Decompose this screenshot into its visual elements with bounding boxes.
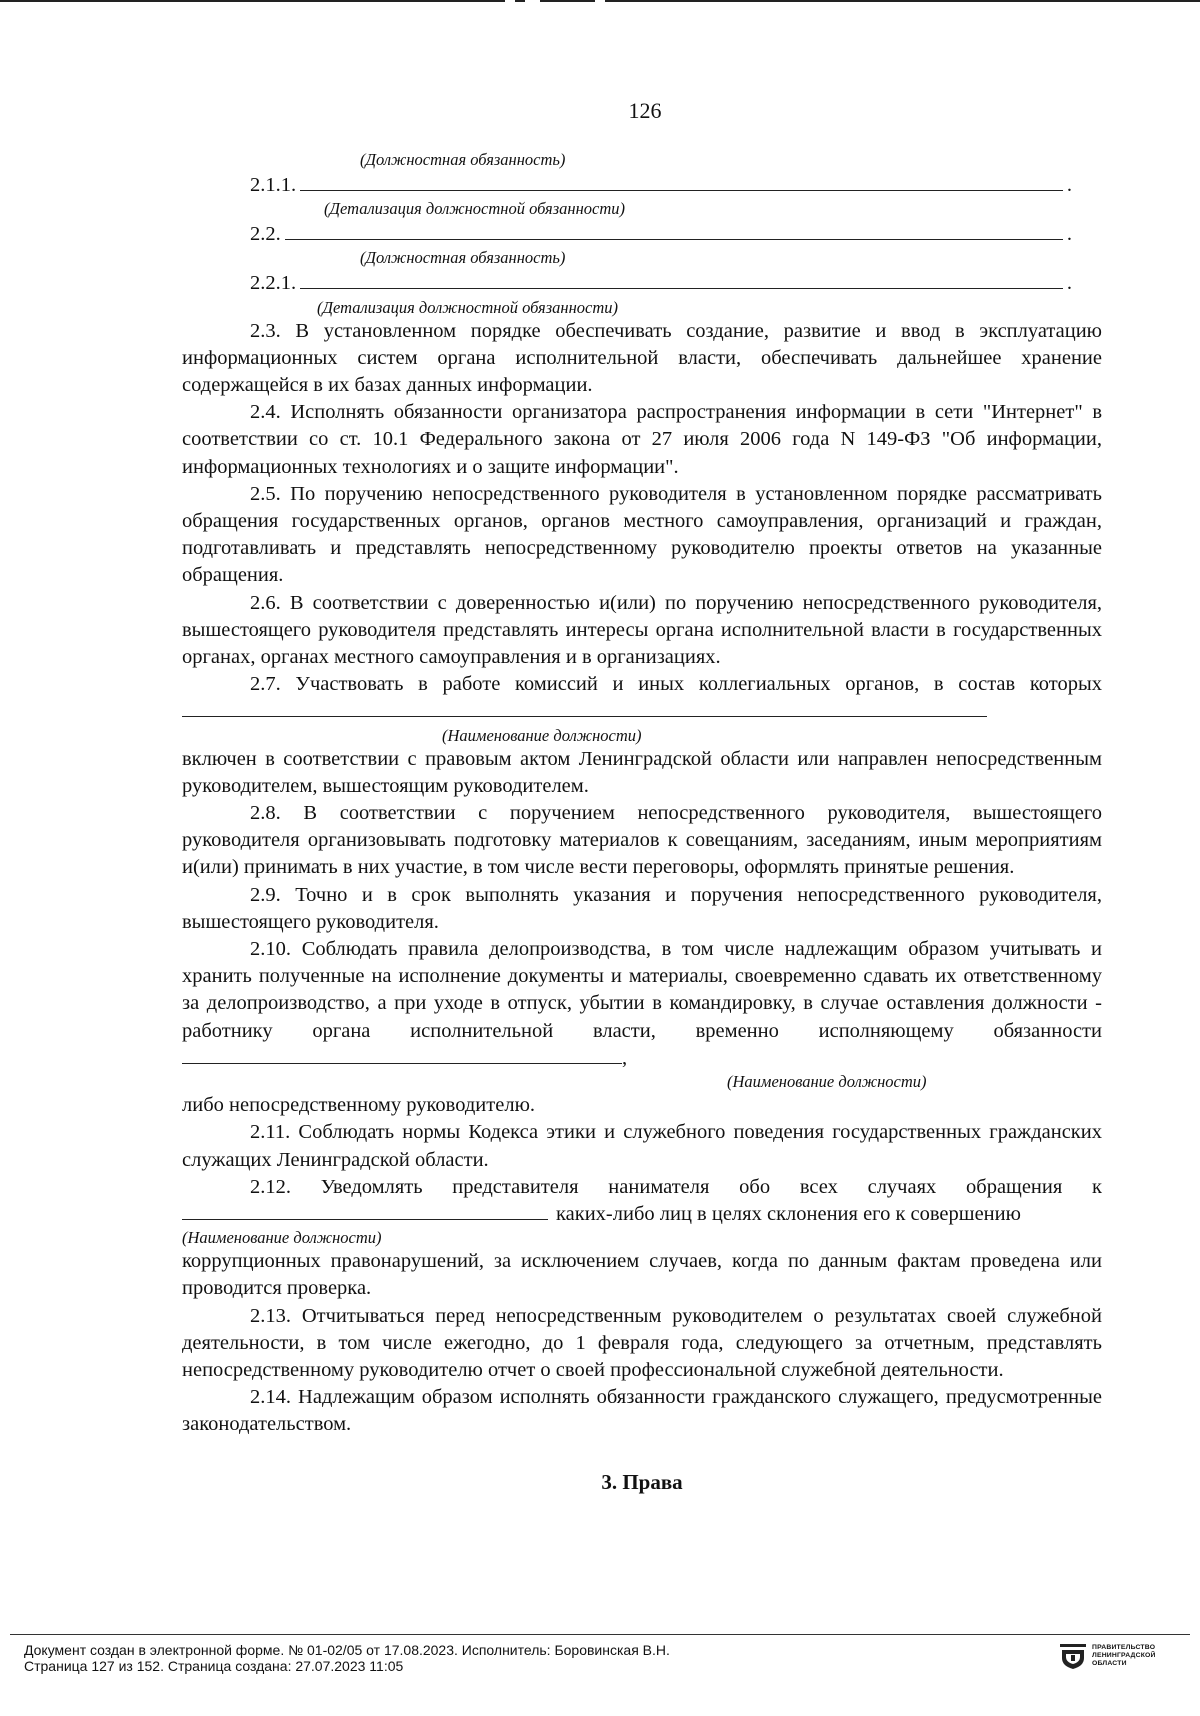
paragraph-2-3: 2.3. В установленном порядке обеспечивать создание, развитие и ввод в эксплуатацию информационных систем органа исполнительной власти, обеспечивать дальнейшее хранение содержащейся в их базах данных информации. [182, 319, 1102, 397]
document-body [182, 150, 1102, 1496]
paragraph-2-9: 2.9. Точно и в срок выполнять указания и поручения непосредственного руководителя, вышестоящего руководителя. [182, 883, 1102, 933]
footer-line-1: Документ создан в электронной форме. № 01-02/05 от 17.08.2023. Исполнитель: Боровинская В.Н. [24, 1642, 670, 1658]
caption-position: (Наименование должности) [182, 1228, 382, 1248]
item-number: 2.2. [250, 223, 281, 246]
paragraph-2-12-fill [182, 1201, 1102, 1228]
item-number: 2.2.1. [250, 272, 297, 295]
blank-rule[interactable] [182, 1201, 548, 1220]
item-number: 2.1.1. [250, 174, 297, 196]
blank-rule [285, 219, 1063, 240]
caption-position: (Наименование должности) [727, 1072, 927, 1092]
footer-divider [10, 1634, 1190, 1635]
paragraph-2-6: 2.6. В соответствии с доверенностью и(или) по поручению непосредственного руководителя, вышестоящего руководителя представлять интересы органа исполнительной власти в государственных органах, органах местного самоуправления и в организациях. [182, 591, 1102, 669]
paragraph-2-7-cont: включен в соответствии с правовым актом Ленинградской области или направлен непосредственным руководителем, вышестоящим руководителем. [182, 747, 1102, 797]
coat-of-arms-icon [1060, 1644, 1086, 1670]
logo-text-line: ОБЛАСТИ [1092, 1660, 1127, 1667]
footer [24, 1642, 670, 1674]
paragraph-2-12-text: каких-либо лиц в целях склонения его к совершению [556, 1202, 1021, 1225]
paragraph-2-5: 2.5. По поручению непосредственного руководителя в установленном порядке рассматривать обращения государственных органов, органов местного самоуправления, организаций и граждан, подготавливать и представлять непосредственному руководителю проекты ответов на указанные обращения. [182, 482, 1102, 587]
paragraph-2-10-text: 2.10. Соблюдать правила делопроизводства, в том числе надлежащим образом учитывать и хранить полученные на исполнение документы и материалы, своевременно сдавать их ответственному за делопроизводство, а при уходе в отпуск, убытии в командировку, в случае оставления должности - работнику органа исполнительной власти, временно исполняющему обязанности [182, 938, 1102, 1042]
section-title: 3. Права [601, 1469, 683, 1494]
scan-edge-line [0, 0, 505, 2]
paragraph-2-8: 2.8. В соответствии с поручением непосредственного руководителя, вышестоящего руководителя организовывать подготовку материалов к совещаниям, заседаниям, иным мероприятиям и(или) принимать в них участие, в том числе вести переговоры, оформлять принятые решения. [182, 802, 1102, 879]
government-logo [1060, 1644, 1156, 1670]
paragraph-2-10: 2.10. Соблюдать правила делопроизводства, в том числе надлежащим образом учитывать и хранить полученные на исполнение документы и материалы, своевременно сдавать их ответственному за делопроизводство, а при уходе в отпуск, убытии в командировку, в случае оставления должности - работнику органа исполнительной власти, временно исполняющему обязанности , [182, 938, 1102, 1069]
blank-rule [300, 268, 1063, 289]
fill-line-2-1-1[interactable]: 2.1.1. . [182, 170, 1102, 199]
blank-rule[interactable] [182, 698, 987, 717]
paragraph-2-4: 2.4. Исполнять обязанности организатора распространения информации в сети "Интернет" в соответствии со ст. 10.1 Федерального закона от 27 июля 2006 года N 149-ФЗ "Об информации, информационных технологиях и о защите информации". [182, 401, 1102, 478]
fill-line-2-2-1[interactable]: 2.2.1. . [182, 268, 1102, 297]
caption-duty: (Должностная обязанность) [360, 150, 566, 169]
logo-text [1092, 1644, 1156, 1668]
page-number: 126 [628, 98, 662, 123]
footer-line-2: Страница 127 из 152. Страница создана: 27.07.2023 11:05 [24, 1658, 404, 1674]
paragraph-2-11: 2.11. Соблюдать нормы Кодекса этики и служебного поведения государственных гражданских служащих Ленинградской области. [182, 1121, 1102, 1171]
blank-rule[interactable] [182, 1045, 622, 1064]
fill-line-2-2[interactable]: 2.2. . [182, 219, 1102, 248]
paragraph-2-7-text: 2.7. Участвовать в работе комиссий и иных коллегиальных органов, в состав которых [250, 673, 1102, 696]
scan-edge-line [515, 0, 525, 2]
scan-edge-line [540, 0, 595, 2]
logo-text-line: ЛЕНИНГРАДСКОЙ [1092, 1652, 1156, 1659]
scan-edge-line [605, 0, 1200, 2]
paragraph-2-14: 2.14. Надлежащим образом исполнять обязанности гражданского служащего, предусмотренные законодательством. [182, 1386, 1102, 1436]
logo-text-line: ПРАВИТЕЛЬСТВО [1092, 1644, 1156, 1651]
paragraph-2-7 [182, 671, 1102, 725]
paragraph-2-12-cont: коррупционных правонарушений, за исключением случаев, когда по данным фактам проведена или проводится проверка. [182, 1250, 1102, 1300]
paragraph-2-12: 2.12. Уведомлять представителя нанимателя обо всех случаях обращения к [250, 1175, 1102, 1198]
caption-detail: (Детализация должностной обязанности) [324, 199, 625, 219]
caption-detail: (Детализация должностной обязанности) [317, 297, 618, 317]
paragraph-2-13: 2.13. Отчитываться перед непосредственным руководителем о результатах своей служебной деятельности, в том числе ежегодно, до 1 февраля года, следующего за отчетным, представлять непосредственному руководителю отчет о своей профессиональной служебной деятельности. [182, 1304, 1102, 1381]
paragraph-2-10-cont: либо непосредственному руководителю. [182, 1094, 536, 1117]
caption-duty: (Должностная обязанность) [360, 248, 566, 268]
blank-rule [300, 170, 1063, 191]
caption-position: (Наименование должности) [442, 725, 642, 745]
